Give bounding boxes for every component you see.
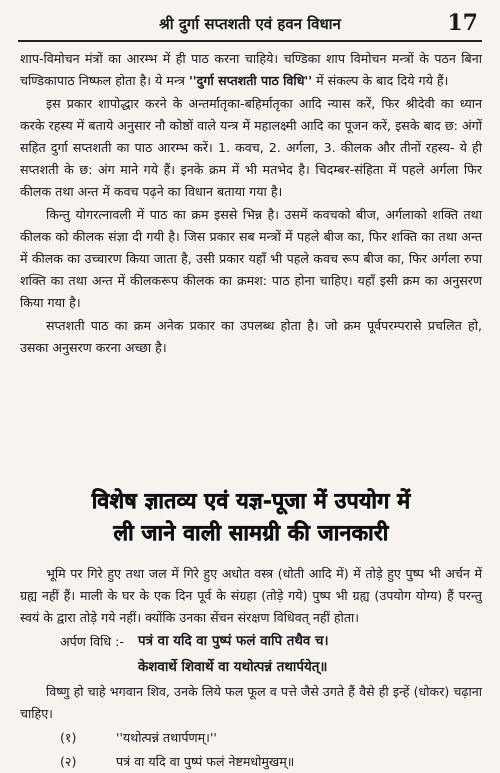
vishnu-paragraph: विष्णु हो चाहे भगवान शिव, उनके लिये फल फूल व पत्ते जैसे उगते हैं वैसे ही इन्हें (धोकर) चढ़ाना चाहिए। <box>20 684 482 721</box>
paragraph-1-text-a: शाप-विमोचन मंत्रों का आरम्भ में ही पाठ करना चाहिये। चण्डिका शाप विमोचन मन्त्रों के पठन बिना चण्डिकापाठ निष्फल होता है। ये मन्त्र <box>20 51 482 88</box>
section-heading-line-2: ली जाने वाली सामग्री की जानकारी <box>113 521 389 546</box>
list-item-text: पत्रं वा यदि वा पुष्पं फलं नेष्टमधोमुखम्॥ <box>116 754 295 769</box>
page-number: 17 <box>447 10 478 36</box>
section-text <box>20 563 482 773</box>
arpan-label: अर्पण विधि :- <box>60 634 124 649</box>
paragraph-2 <box>20 93 482 203</box>
list-item-text: ''यथोत्पन्नं तथार्पणम्।'' <box>116 730 217 745</box>
section-paragraph-1: भूमि पर गिरे हुए तथा जल में गिरे हुए अधोत वस्त्र (धोती आदि में) में तोड़े हुए पुष्प भी अर्चन में ग्रह्य नहीं हैं। माली के घर के एक दिन पूर्व के संग्रहा (तोड़े गये) पुष्प भी ग्रह्य (उपयोग योग्य) हैं परन्तु स्वयं के द्वारा तोड़े गये नहीं। क्योंकि उनका सेंचन संरक्षण विधिवत् नहीं होता। <box>20 566 482 625</box>
list-item-number: (१) <box>60 730 77 745</box>
list-item-number: (२) <box>60 754 77 769</box>
paragraph-4 <box>20 315 482 359</box>
section-heading <box>20 486 482 550</box>
paragraph-2-text: इस प्रकार शापोद्धार करने के अन्तर्मातृका-बहिर्मातृका आदि न्यास करें, फिर श्रीदेवी का ध्यान करके रहस्य में बताये अनुसार नौ कोष्ठों वाले यन्त्र में महालक्ष्मी आदि का पूजन करें, इसके बाद छ: अंगों सहित दुर्गा सप्तशती का पाठ आरम्भ करें। 1. कवच, 2. अर्गला, 3. कीलक और तीनों रहस्य- ये ही सप्तशती के छ: अंग माने गये हैं। इनके क्रम में भी मतभेद है। चिदम्बर-संहिता में पहले अर्गला फिर कीलक तथा अन्त में कवच पढ़ने का विधान बताया गया है। <box>20 96 482 199</box>
arpan-verse-line-2 <box>20 655 482 681</box>
main-text <box>20 48 482 360</box>
paragraph-1-text-b: ''दुर्गा सप्तशती पाठ विधि'' <box>188 73 313 88</box>
running-title: श्री दुर्गा सप्तशती एवं हवन विधान <box>159 15 341 33</box>
arpan-verse-1: पत्रं वा यदि वा पुष्पं फलं वापि तथैव च। <box>138 634 329 649</box>
arpan-verse-2: केशवार्थे शिवार्थे वा यथोत्पन्नं तथार्पयेत्॥ <box>138 660 328 675</box>
page-header <box>18 10 482 42</box>
paragraph-4-text: सप्तशती पाठ का क्रम अनेक प्रकार का उपलब्ध होता है। जो क्रम पूर्वपरम्परासे प्रचलित हो, उसका अनुसरण करना अच्छा है। <box>20 318 482 355</box>
section-heading-line-1: विशेष ज्ञातव्य एवं यज्ञ-पूजा में उपयोग में <box>91 489 411 514</box>
list-item <box>20 725 482 749</box>
paragraph-1-text-c: में संकल्प के बाद दिये गये हैं। <box>312 73 449 88</box>
paragraph-1 <box>20 48 482 92</box>
paragraph-3 <box>20 204 482 314</box>
paragraph-3-text: किन्तु योगरत्नावली में पाठ का क्रम इससे भिन्न है। उसमें कवचको बीज, अर्गलाको शक्ति तथा कीलक को कीलक संज्ञा दी गयी है। जिस प्रकार सब मन्त्रों में पहले बीज का, फिर शक्ति का तथा अन्त में कीलक का उच्चारण किया जाता है, उसी प्रकार यहाँ भी पहले कवच रूप बीज का, फिर अर्गला रुपा शक्ति का तथा अन्त में कीलकरूप कीलक का क्रमश: पाठ होना चाहिए। यहाँ इसी क्रम का अनुसरण किया गया है। <box>20 207 482 310</box>
list-item <box>20 749 482 773</box>
arpan-verse-line-1 <box>20 629 482 655</box>
